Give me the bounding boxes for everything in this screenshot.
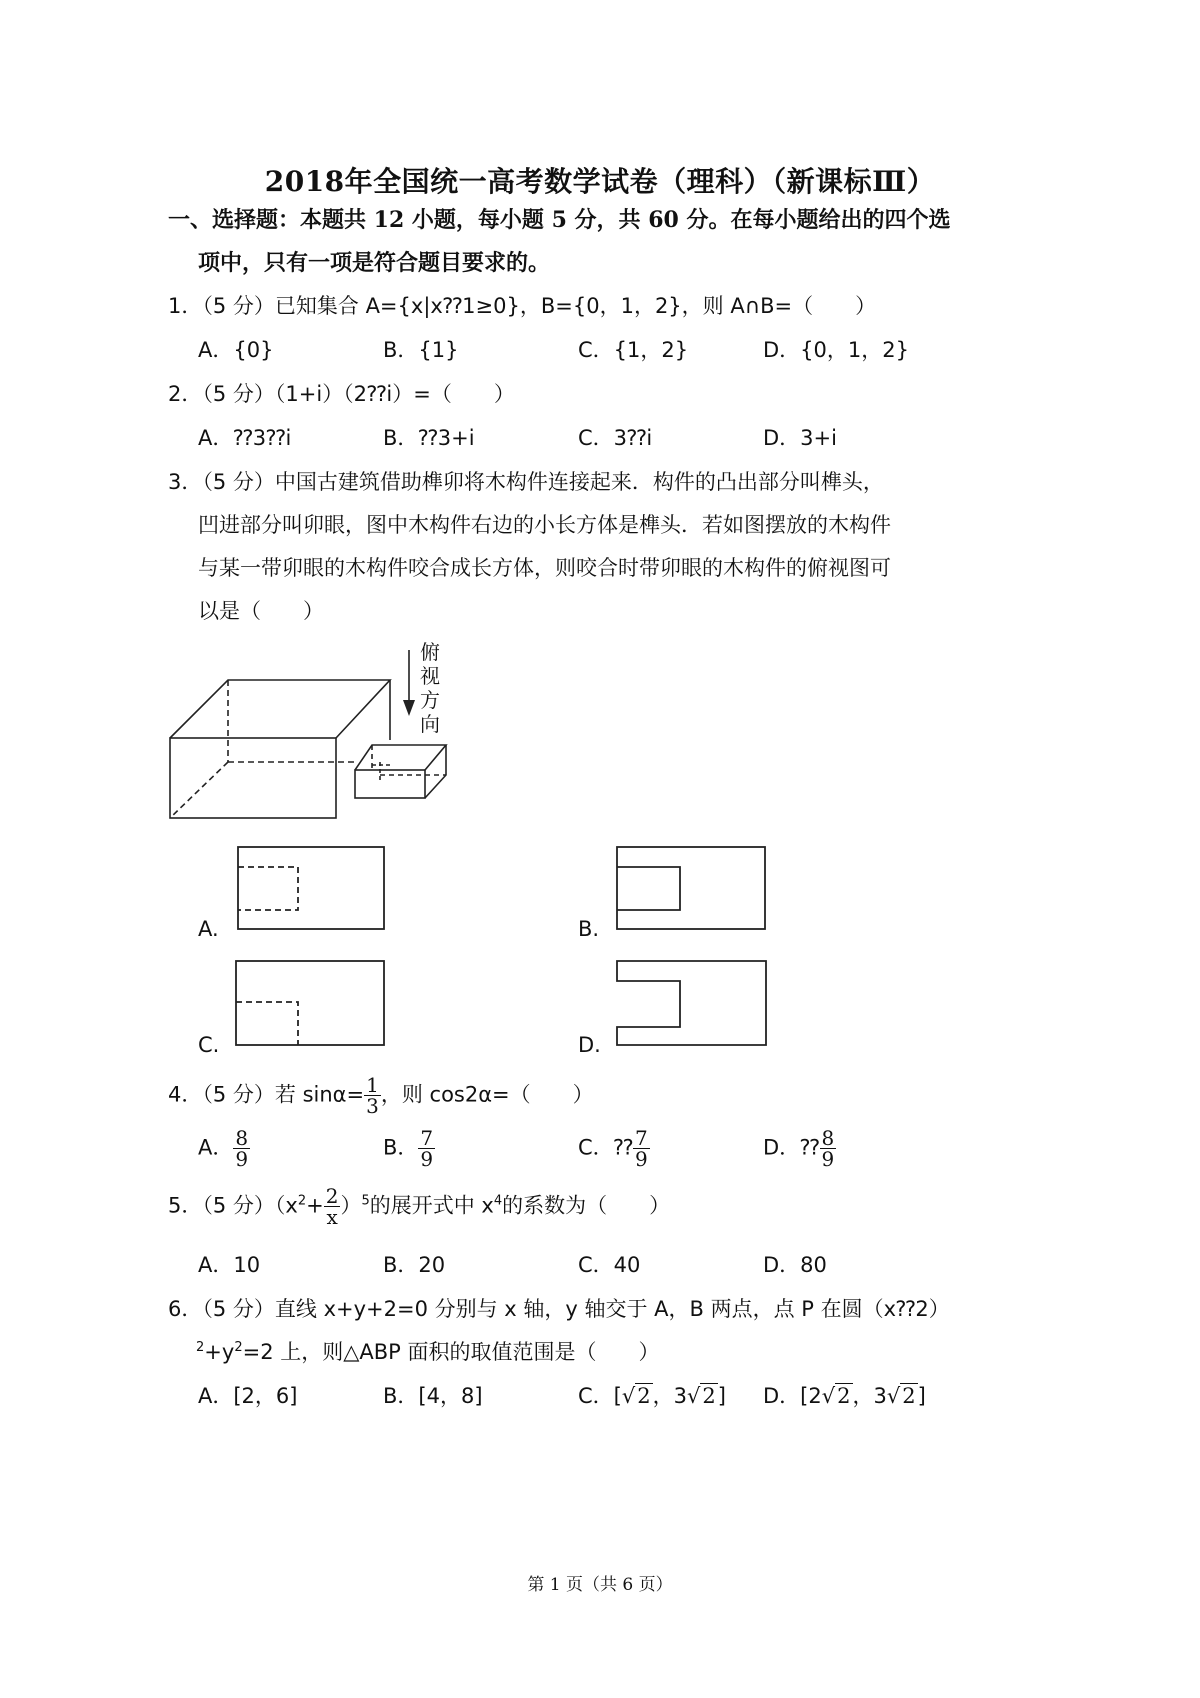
q6-line2-part: =2 上，则△ABP 面积的取值范围是（ ） <box>242 1340 660 1364</box>
q5-option-c: C．40 <box>578 1253 641 1277</box>
option-label: C．⁇ <box>578 1135 634 1160</box>
radicand: 2 <box>637 1384 651 1408</box>
fraction-numerator: 8 <box>235 1126 249 1150</box>
superscript: 5 <box>361 1193 370 1209</box>
option-label: C．[ <box>578 1384 622 1408</box>
plus-sign: + <box>306 1193 324 1218</box>
option-b-figure <box>617 847 765 929</box>
q5-option-d: D．80 <box>763 1253 827 1277</box>
q4-option-a <box>198 1128 250 1169</box>
sqrt-expression: √2 <box>687 1384 716 1408</box>
section-heading-line1: 一、选择题：本题共 12 小题，每小题 5 分，共 60 分。在每小题给出的四个选 <box>168 207 951 233</box>
superscript: 2 <box>234 1340 243 1355</box>
q1-option-d: D．{0，1，2} <box>763 338 909 362</box>
fraction-denominator: 9 <box>420 1147 434 1171</box>
option-fraction <box>418 1128 435 1169</box>
close-paren: ） <box>340 1193 362 1218</box>
sqrt-expression: √2 <box>821 1384 851 1408</box>
option-label: B． <box>383 1135 419 1160</box>
q6-option-a: A．[2，6] <box>198 1384 298 1408</box>
page-footer: 第 1 页（共 6 页） <box>527 1575 673 1595</box>
view-direction-char: 向 <box>420 712 440 736</box>
fraction-denominator: 9 <box>635 1147 648 1171</box>
q2-option-c: C．3⁇i <box>578 426 653 450</box>
q5-stem <box>168 1186 670 1227</box>
q3-line4: 以是（ ） <box>198 599 324 623</box>
superscript: 4 <box>493 1193 503 1209</box>
option-text: ，3 <box>652 1384 687 1408</box>
page-title: 2018年全国统一高考数学试卷（理科）（新课标Ⅲ） <box>264 165 936 198</box>
fraction-numerator: 7 <box>420 1126 434 1150</box>
q5-fraction <box>324 1186 341 1227</box>
q2-option-b: B．⁇3+i <box>383 426 475 450</box>
q5-option-a: A．10 <box>198 1253 261 1277</box>
option-d-figure <box>617 961 766 1045</box>
option-fraction <box>233 1128 250 1169</box>
fraction-denominator: x <box>326 1205 338 1229</box>
q6-line1: 6．（5 分）直线 x+y+2=0 分别与 x 轴，y 轴交于 A，B 两点，点 P 在圆（x⁇2） <box>168 1297 950 1321</box>
q1-option-a: A．{0} <box>198 338 274 362</box>
fraction-numerator: 7 <box>635 1126 648 1150</box>
option-label: D．⁇ <box>763 1135 820 1160</box>
q3-line1: 3．（5 分）中国古建筑借助榫卯将木构件连接起来．构件的凸出部分叫榫头， <box>168 470 884 494</box>
superscript: 2 <box>297 1193 307 1209</box>
q5-stem-post: 的系数为（ ） <box>502 1193 671 1218</box>
view-direction-char: 视 <box>420 664 440 688</box>
q1-stem: 1．（5 分）已知集合 A={x|x⁇1≥0}，B={0，1，2}，则 A∩B=（ ） <box>168 294 877 318</box>
option-fraction <box>633 1128 650 1169</box>
q2-option-a: A．⁇3⁇i <box>198 426 292 450</box>
option-text: ] <box>917 1384 926 1408</box>
fraction-numerator: 2 <box>325 1184 339 1208</box>
option-label: D．[2 <box>763 1384 822 1408</box>
option-c-figure <box>236 961 384 1045</box>
q3-option-b: B. <box>578 917 600 941</box>
q3-option-d: D. <box>578 1033 601 1057</box>
q3-line2: 凹进部分叫卯眼，图中木构件右边的小长方体是榫头．若如图摆放的木构件 <box>198 513 891 537</box>
q2-option-d: D．3+i <box>763 426 837 450</box>
radicand: 2 <box>837 1384 851 1408</box>
q2-stem: 2．（5 分）（1+i）（2⁇i）=（ ） <box>168 382 515 406</box>
q4-stem <box>168 1075 594 1116</box>
q4-option-b <box>383 1128 435 1169</box>
q6-option-c <box>578 1380 726 1410</box>
q5-stem-pre: 5．（5 分）（x <box>168 1193 298 1218</box>
radicand: 2 <box>702 1384 716 1408</box>
q4-option-c <box>578 1128 650 1169</box>
q6-option-d <box>763 1380 926 1410</box>
sqrt-expression: √2 <box>886 1384 916 1408</box>
q6-line2 <box>196 1336 660 1366</box>
fraction-denominator: 9 <box>235 1147 249 1171</box>
q3-line3: 与某一带卯眼的木构件咬合成长方体，则咬合时带卯眼的木构件的俯视图可 <box>198 556 891 580</box>
view-direction-char: 方 <box>420 688 440 712</box>
q4-fraction <box>364 1075 381 1116</box>
view-direction-char: 俯 <box>420 640 440 664</box>
q1-option-b: B．{1} <box>383 338 459 362</box>
fraction-denominator: 9 <box>821 1147 835 1171</box>
q1-option-c: C．{1，2} <box>578 338 689 362</box>
option-label: A． <box>198 1135 234 1160</box>
radicand: 2 <box>902 1384 916 1408</box>
q4-stem-pre: 4．（5 分）若 sinα= <box>168 1082 365 1107</box>
q6-line2-part: +y <box>204 1340 235 1364</box>
option-fraction <box>820 1128 837 1169</box>
option-text: ] <box>717 1384 726 1408</box>
fraction-numerator: 8 <box>821 1126 835 1150</box>
q3-option-a: A. <box>198 917 219 941</box>
option-text: ，3 <box>852 1384 887 1408</box>
superscript: 2 <box>196 1340 205 1355</box>
sqrt-expression: √2 <box>621 1384 651 1408</box>
q5-stem-mid: 的展开式中 x <box>369 1193 494 1218</box>
fraction-numerator: 1 <box>366 1073 379 1097</box>
option-a-figure <box>238 847 384 929</box>
q6-option-b: B．[4，8] <box>383 1384 483 1408</box>
fraction-denominator: 3 <box>366 1094 379 1118</box>
q5-option-b: B．20 <box>383 1253 446 1277</box>
q4-stem-post: ，则 cos2α=（ ） <box>380 1082 594 1107</box>
q4-option-d <box>763 1128 836 1169</box>
q3-option-c: C. <box>198 1033 220 1057</box>
section-heading-line2: 项中，只有一项是符合题目要求的。 <box>198 250 551 276</box>
